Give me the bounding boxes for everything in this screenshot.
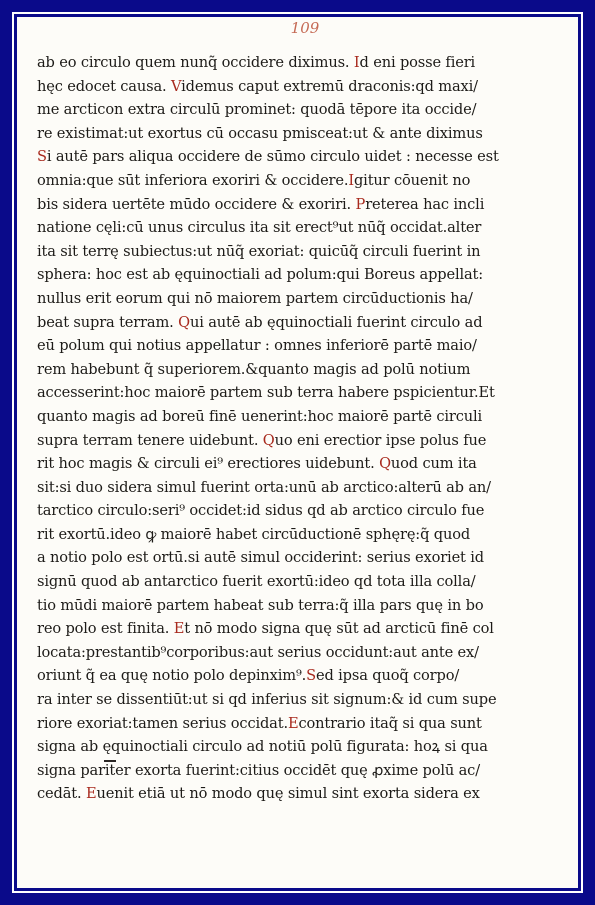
line-text: reterea hac incli [365, 195, 485, 213]
text-line [37, 499, 529, 523]
line-text: signa pariter exorta fuerint:citius occidēt quę ꝓxime polū ac/ [37, 761, 480, 779]
line-text: signa ab ęquinoctiali circulo ad notiū polū figurata: hoꝝ si qua [37, 738, 488, 756]
text-line [37, 735, 529, 759]
page-sheet [17, 17, 578, 888]
line-text: sit:si duo sidera simul fuerint orta:unū ab arctico:alterū ab an/ [37, 478, 491, 496]
text-line [37, 263, 529, 287]
line-text: bis sidera uertēte mūdo occidere & exoriri. [37, 195, 356, 213]
text-line [37, 712, 529, 736]
line-text: accesserint:hoc maiorē partem sub terra habere pspicientur.Et [37, 384, 495, 402]
text-line [37, 570, 529, 594]
line-text: i autē pars aliqua occidere de sūmo circulo uidet : necesse est [46, 148, 499, 166]
text-line [37, 429, 529, 453]
text-line [37, 122, 529, 146]
line-text: me arcticon extra circulū prominet: quodā tēpore ita occide/ [37, 101, 477, 119]
line-text: sphera: hoc est ab ęquinoctiali ad polum:qui Boreus appellat: [37, 266, 484, 284]
rubricated-initial: Q [178, 313, 190, 331]
text-line [37, 594, 529, 618]
text-line [37, 51, 529, 75]
text-line [37, 452, 529, 476]
text-line [37, 98, 529, 122]
text-line [37, 381, 529, 405]
text-line [37, 240, 529, 264]
line-text: beat supra terram. [37, 313, 179, 331]
text-line [37, 75, 529, 99]
text-line [37, 358, 529, 382]
rubricated-initial: E [85, 785, 97, 803]
line-text: ab eo circulo quem nunq̃ occidere diximus. [37, 54, 354, 71]
text-line [37, 546, 529, 570]
folio-number: 109 [290, 19, 320, 37]
line-text: gitur cōuenit no [353, 171, 471, 189]
line-text: omnia:que sūt inferiora exoriri & occidere. [37, 171, 349, 189]
text-line [37, 405, 529, 429]
line-text: ui autē ab ęquinoctiali fuerint circulo ad [189, 313, 483, 331]
line-text: idemus caput extremū draconis:qd maxi/ [181, 77, 478, 95]
line-text: contrario itaq̃ si qua sunt [298, 714, 482, 732]
text-line [37, 311, 529, 335]
line-text: uenit etiā ut nō modo quę simul sint exorta sidera ex [96, 785, 480, 803]
line-text: a notio polo est ortū.si autē simul occiderint: serius exoriet id [37, 549, 484, 567]
line-text: d eni posse fieri [359, 54, 476, 71]
line-text: uod cum ita [390, 455, 477, 473]
line-text: re existimat:ut exortus cū occasu pmisceat:ut & ante diximus [37, 124, 483, 142]
text-line [37, 641, 529, 665]
line-text: tarctico circulo:seri⁹ occidet:id sidus qd ab arctico circulo fue [37, 502, 485, 520]
line-text: uo eni erectior ipse polus fue [274, 431, 487, 449]
line-text: riore exoriat:tamen serius occidat. [37, 714, 288, 732]
rubricated-initial: P [355, 195, 366, 213]
text-line [37, 169, 529, 193]
line-text: ita sit terrę subiectus:ut nūq̃ exoriat: quicūq̃ circuli fuerint in [37, 242, 481, 260]
rubricated-initial: Q [262, 431, 275, 449]
line-text: natione cęli:cū unus circulus ita sit erect⁹ut nūq̃ occidat.alter [37, 219, 482, 237]
line-text: rit hoc magis & circuli ei⁹ erectiores uidebunt. [37, 455, 380, 473]
text-line [37, 759, 529, 783]
line-text: reo polo est finita. [37, 620, 174, 638]
rubricated-initial: E [287, 714, 299, 732]
line-text: nullus erit eorum qui nō maiorem partem circūductionis ha/ [37, 289, 473, 307]
line-text: rit exortū.ideo ꝙ maiorē habet circūductionē sphęrę:q̃ quod [37, 525, 471, 543]
line-text: signū quod ab antarctico fuerit exortū:ideo qd tota illa colla/ [37, 573, 476, 591]
line-text: oriunt q̃ ea quę notio polo depinxim⁹. [37, 667, 307, 685]
rubricated-initial: Q [379, 455, 391, 473]
text-line [37, 145, 529, 169]
line-text: eū polum qui notius appellatur : omnes inferiorē partē maio/ [37, 337, 477, 355]
rubricated-initial: E [173, 620, 185, 638]
text-line [37, 216, 529, 240]
line-text: cedāt. [37, 785, 86, 803]
line-text: rem habebunt q̃ superiorem.&quanto magis ad polū notium [37, 360, 471, 378]
text-line [37, 476, 529, 500]
line-text: hęc edocet causa. [37, 77, 171, 95]
text-line [37, 617, 529, 641]
line-text: ra inter se dissentiūt:ut si qd inferius sit signum:& id cum supe [37, 691, 497, 709]
line-text: ed ipsa quoq̃ corpo/ [316, 667, 460, 685]
text-line [37, 664, 529, 688]
line-text: quanto magis ad boreū finē uenerint:hoc maiorē partē circuli [37, 407, 483, 425]
rubricated-initial: S [306, 667, 316, 685]
line-text: t nō modo signa quę sūt ad arcticū finē col [184, 620, 494, 638]
rubricated-initial: S [37, 148, 47, 166]
catchword-mark [104, 760, 116, 762]
text-line [37, 688, 529, 712]
text-line [37, 782, 529, 806]
text-block [37, 51, 529, 806]
text-line [37, 287, 529, 311]
text-line [37, 334, 529, 358]
rubricated-initial: I [348, 171, 354, 189]
line-text: locata:prestantib⁹corporibus:aut serius occidunt:aut ante ex/ [37, 643, 479, 661]
rubricated-initial: I [353, 54, 360, 71]
line-text: tio mūdi maiorē partem habeat sub terra:q̃ illa pars quę in bo [37, 596, 484, 614]
text-line [37, 523, 529, 547]
rubricated-initial: V [170, 77, 182, 95]
line-text: supra terram tenere uidebunt. [37, 431, 263, 449]
text-line [37, 193, 529, 217]
